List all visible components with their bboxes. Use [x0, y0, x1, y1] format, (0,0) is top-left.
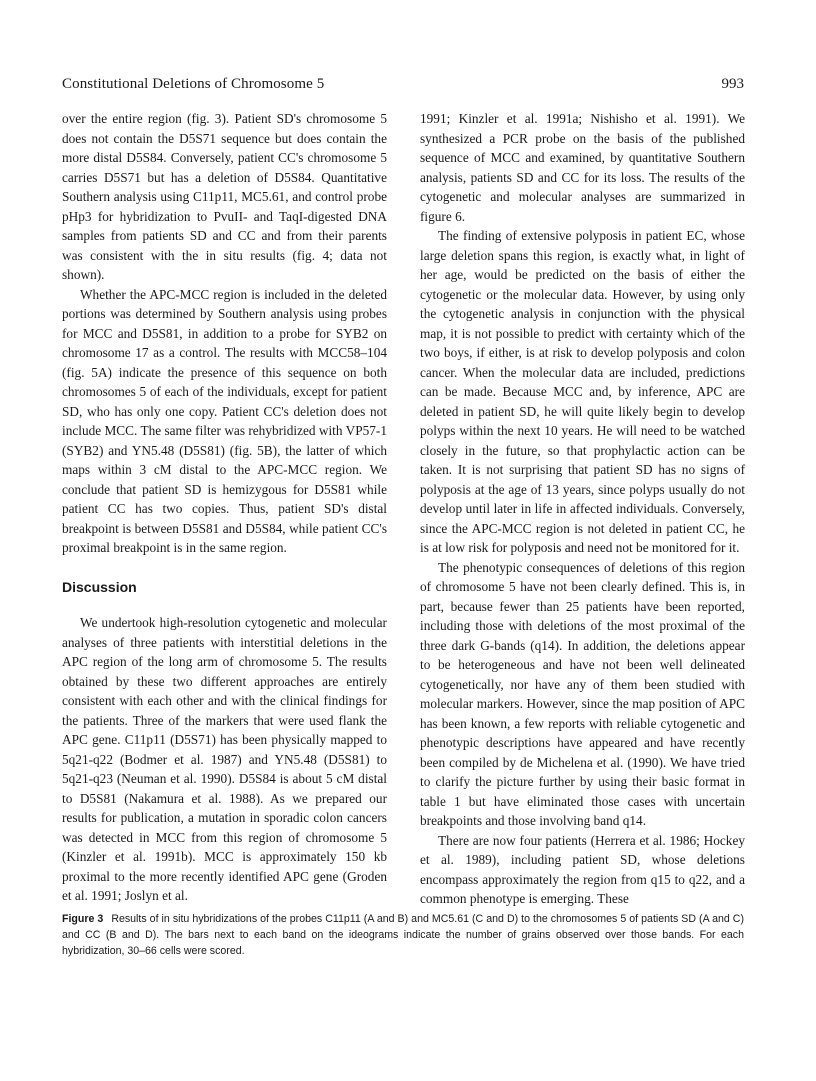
- running-title: Constitutional Deletions of Chromosome 5: [62, 76, 325, 92]
- page-header: [62, 76, 744, 98]
- paragraph: over the entire region (fig. 3). Patient SD's chromosome 5 does not contain the D5S71 sequence but does contain the more distal D5S84. Conversely, patient CC's chromosome 5 carries D5S71 but has a deletion of D5S84. Quantitative Southern analysis using C11p11, MC5.61, and control probe pHp3 for hybridization to PvuII- and TaqI-digested DNA samples from patients SD and CC and from their parents was consistent with the in situ results (fig. 4; data not shown).: [62, 111, 387, 282]
- paragraph: There are now four patients (Herrera et al. 1986; Hockey et al. 1989), including patient SD, whose deletions encompass approximately the region from q15 to q22, and a common phenotype is emerging. These: [420, 832, 745, 906]
- figure-caption-text: Results of in situ hybridizations of the probes C11p11 (A and B) and MC5.61 (C and D) to the chromosomes 5 of patients SD (A and C) and CC (B and D). The bars next to each band on the ideograms indicate the number of grains observed over those bands. For each hybridization, 30–66 cells were scored.: [62, 913, 744, 957]
- paragraph: 1991; Kinzler et al. 1991a; Nishisho et al. 1991). We synthesized a PCR probe on the basis of the published sequence of MCC and examined, by quantitative Southern analysis, patients SD and CC for its loss. The results of the cytogenetic and molecular analyses are summarized in figure 6.: [420, 111, 745, 224]
- section-heading: Discussion: [62, 578, 137, 595]
- page-number: 993: [721, 76, 744, 92]
- paragraph: The phenotypic consequences of deletions of this region of chromosome 5 have not been clearly defined. This is, in part, because fewer than 25 patients have been reported, including those with deletions of the most proximal of the three dark G-bands (q14). In addition, the deletions appear to be heterogeneous and have not been well delineated cytogenetically, nor have any of them been studied with molecular markers. However, since the map position of APC has been known, a few reports with reliable cytogenetic and phenotypic descriptions have appeared and have recently been compiled by de Michelena et al. (1990). We have tried to clarify the picture further by using their basic format in table 1 but have eliminated those cases with uncertain breakpoints and those involving band q14.: [420, 559, 745, 828]
- paragraph: Whether the APC-MCC region is included in the deleted portions was determined by Southern analysis using probes for MCC and D5S81, in addition to a probe for SYB2 on chromosome 17 as a control. The results with MCC58–104 (fig. 5A) indicate the presence of this sequence on both chromosomes 5 of each of the individuals, except for patient SD, who has only one copy. Patient CC's deletion does not include MCC. The same filter was rehybridized with VP57-1 (SYB2) and YN5.48 (D5S81) (fig. 5B), the latter of which maps within 3 cM distal to the APC-MCC region. We conclude that patient SD is hemizygous for D5S81 while patient CC has two copies. Thus, patient SD's distal breakpoint is between D5S81 and D5S84, while patient CC's proximal breakpoint is in the same region.: [62, 286, 387, 555]
- paragraph: The finding of extensive polyposis in patient EC, whose large deletion spans this region, is exactly what, in light of her age, would be predicted on the basis of either the cytogenetic or the molecular data. However, by using only the cytogenetic analysis in conjunction with the physical map, it is not possible to predict with certainty which of the two boys, if either, is at risk to develop polyposis and colon cancer. When the molecular data are included, predictions can be made. Because MCC and, by inference, APC are deleted in patient SD, he will quite likely begin to develop polyps within the next 10 years. He will need to be watched closely in the future, so that prophylactic action can be taken. It is not surprising that patient SD has no signs of polyposis at the age of 13 years, since polyps usually do not develop until later in life in affected individuals. Conversely, since the APC-MCC region is not deleted in patient CC, he is at low risk for polyposis and need not be monitored for it.: [420, 228, 745, 555]
- right-column: [420, 109, 745, 909]
- paragraph: We undertook high-resolution cytogenetic and molecular analyses of three patients with interstitial deletions in the APC region of the long arm of chromosome 5. The results obtained by these two different approaches are entirely consistent with each other and with the clinical findings for the patients. Three of the markers that were used flank the APC gene. C11p11 (D5S71) has been physically mapped to 5q21-q22 (Bodmer et al. 1987) and YN5.48 (D5S81) to 5q21-q23 (Neuman et al. 1990). D5S84 is about 5 cM distal to D5S81 (Nakamura et al. 1988). As we prepared our results for publication, a mutation in sporadic colon cancers was detected in MCC from this region of chromosome 5 (Kinzler et al. 1991b). MCC is approximately 150 kb proximal to the more recently identified APC gene (Groden et al. 1991; Joslyn et al.: [62, 615, 387, 903]
- figure-caption: [62, 911, 744, 959]
- left-column: [62, 109, 387, 906]
- figure-label: Figure 3: [62, 913, 104, 925]
